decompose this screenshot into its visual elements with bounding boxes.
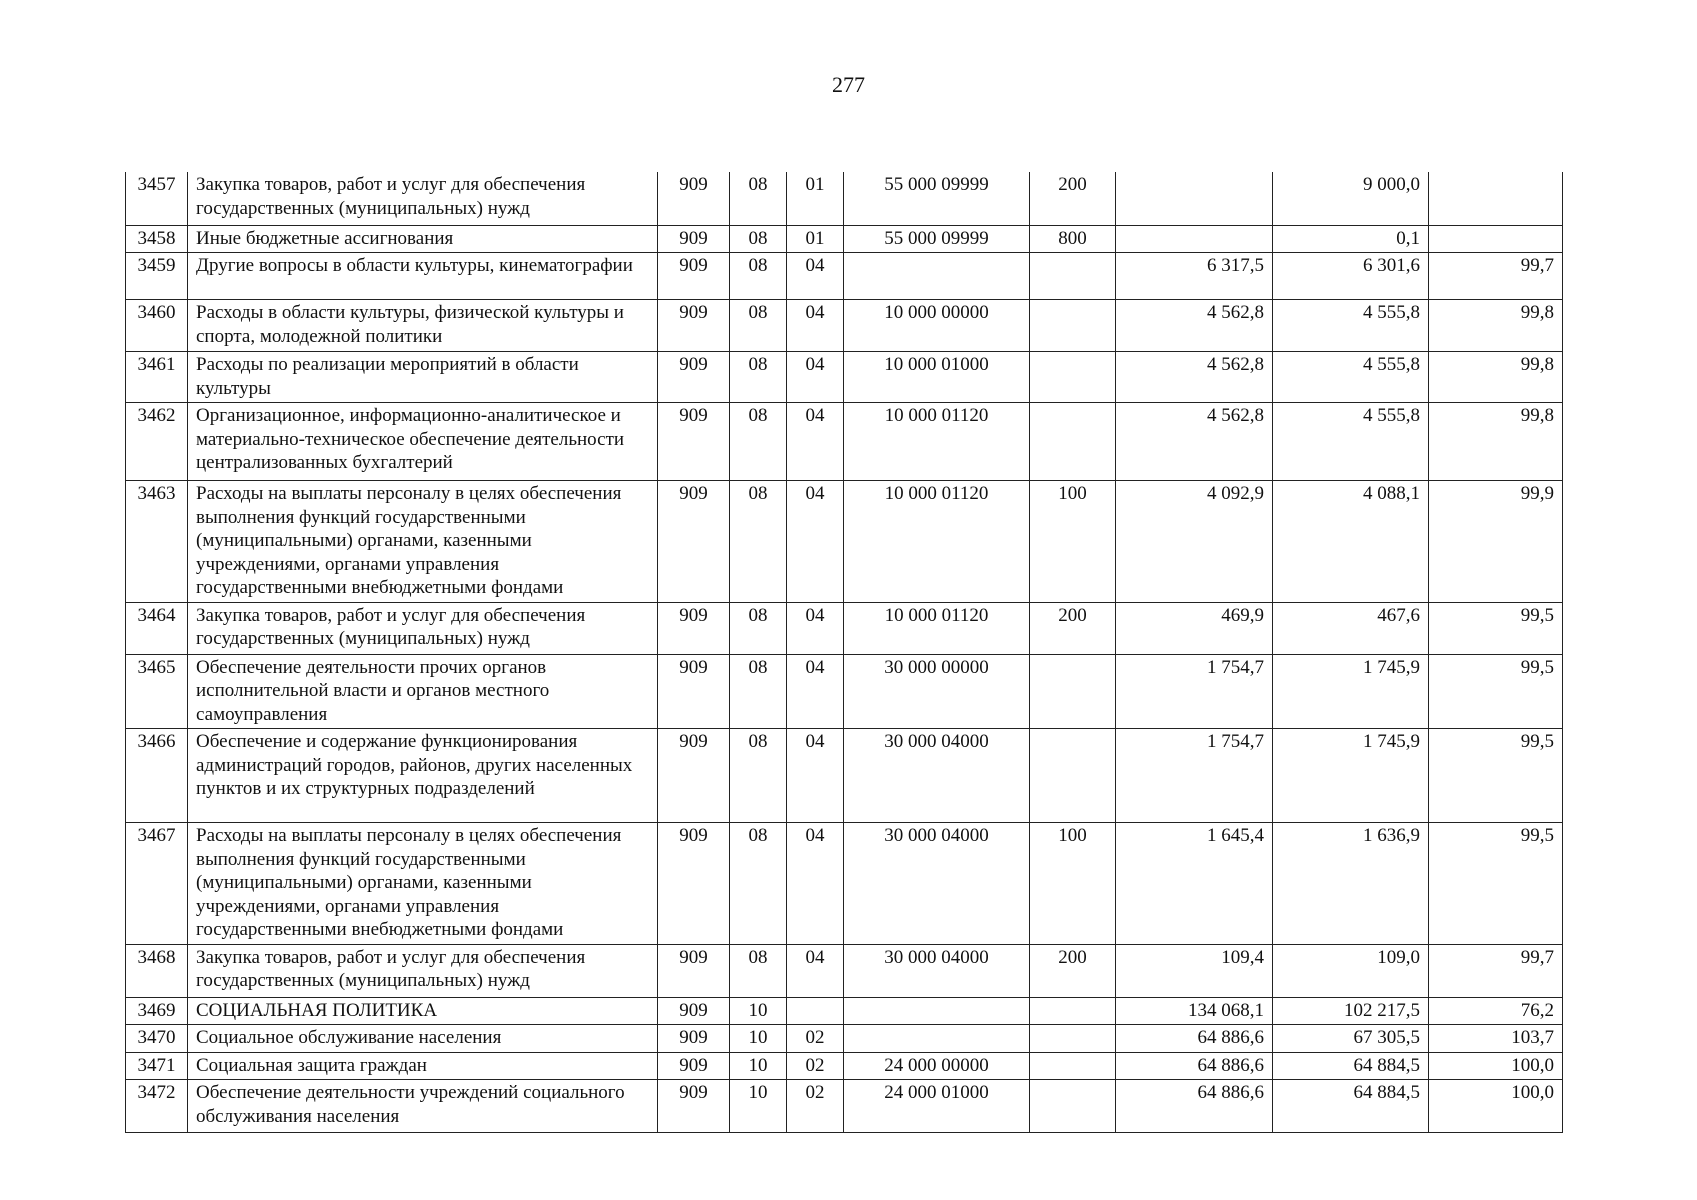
cell-expense-type bbox=[1030, 729, 1116, 823]
row-number: 3457 bbox=[126, 172, 188, 225]
expense-name: Обеспечение деятельности прочих органов исполнительной власти и органов местного самоуправления bbox=[188, 654, 658, 729]
cell-grbs: 909 bbox=[658, 729, 730, 823]
cell-expense-type bbox=[1030, 300, 1116, 352]
cell-section: 08 bbox=[730, 823, 787, 945]
cell-execution-percent: 99,7 bbox=[1429, 253, 1563, 300]
cell-executed-amount: 9 000,0 bbox=[1273, 172, 1429, 225]
cell-execution-percent: 99,5 bbox=[1429, 654, 1563, 729]
table-row bbox=[126, 823, 1563, 945]
cell-executed-amount: 1 636,9 bbox=[1273, 823, 1429, 945]
cell-execution-percent: 99,5 bbox=[1429, 823, 1563, 945]
row-number: 3467 bbox=[126, 823, 188, 945]
row-number: 3466 bbox=[126, 729, 188, 823]
row-number: 3461 bbox=[126, 352, 188, 403]
cell-executed-amount: 1 745,9 bbox=[1273, 654, 1429, 729]
cell-target-article: 10 000 01000 bbox=[844, 352, 1030, 403]
cell-planned-amount: 469,9 bbox=[1116, 602, 1273, 654]
cell-planned-amount: 4 562,8 bbox=[1116, 300, 1273, 352]
cell-grbs: 909 bbox=[658, 1080, 730, 1133]
cell-grbs: 909 bbox=[658, 481, 730, 603]
cell-target-article: 24 000 01000 bbox=[844, 1080, 1030, 1133]
cell-execution-percent: 99,8 bbox=[1429, 352, 1563, 403]
cell-planned-amount: 4 562,8 bbox=[1116, 403, 1273, 481]
cell-executed-amount: 102 217,5 bbox=[1273, 997, 1429, 1025]
cell-section: 08 bbox=[730, 602, 787, 654]
cell-grbs: 909 bbox=[658, 300, 730, 352]
row-number: 3459 bbox=[126, 253, 188, 300]
expense-name: Социальное обслуживание населения bbox=[188, 1025, 658, 1053]
cell-section: 10 bbox=[730, 997, 787, 1025]
row-number: 3462 bbox=[126, 403, 188, 481]
cell-subsection: 04 bbox=[787, 823, 844, 945]
cell-expense-type bbox=[1030, 1025, 1116, 1053]
cell-grbs: 909 bbox=[658, 1052, 730, 1080]
cell-target-article: 30 000 04000 bbox=[844, 944, 1030, 997]
cell-section: 08 bbox=[730, 225, 787, 253]
table-row bbox=[126, 729, 1563, 823]
expense-name: Расходы по реализации мероприятий в области культуры bbox=[188, 352, 658, 403]
cell-executed-amount: 4 555,8 bbox=[1273, 300, 1429, 352]
cell-section: 08 bbox=[730, 403, 787, 481]
expense-name: Расходы на выплаты персоналу в целях обеспечения выполнения функций государственными (муниципальными) органами, казенными учреждениями, органами управления государственными внебюджетными фондами bbox=[188, 823, 658, 945]
row-number: 3472 bbox=[126, 1080, 188, 1133]
cell-subsection: 04 bbox=[787, 654, 844, 729]
cell-grbs: 909 bbox=[658, 403, 730, 481]
cell-section: 08 bbox=[730, 654, 787, 729]
cell-expense-type: 200 bbox=[1030, 944, 1116, 997]
cell-expense-type bbox=[1030, 1080, 1116, 1133]
cell-target-article: 10 000 01120 bbox=[844, 403, 1030, 481]
table-row bbox=[126, 944, 1563, 997]
row-number: 3460 bbox=[126, 300, 188, 352]
cell-grbs: 909 bbox=[658, 997, 730, 1025]
cell-target-article bbox=[844, 1025, 1030, 1053]
cell-target-article: 30 000 04000 bbox=[844, 823, 1030, 945]
expense-name: Обеспечение деятельности учреждений социального обслуживания населения bbox=[188, 1080, 658, 1133]
cell-grbs: 909 bbox=[658, 253, 730, 300]
cell-grbs: 909 bbox=[658, 1025, 730, 1053]
cell-execution-percent bbox=[1429, 225, 1563, 253]
expense-name: Другие вопросы в области культуры, кинематографии bbox=[188, 253, 658, 300]
cell-section: 08 bbox=[730, 481, 787, 603]
cell-expense-type: 200 bbox=[1030, 172, 1116, 225]
cell-subsection: 04 bbox=[787, 729, 844, 823]
row-number: 3469 bbox=[126, 997, 188, 1025]
cell-target-article: 30 000 04000 bbox=[844, 729, 1030, 823]
cell-planned-amount: 1 645,4 bbox=[1116, 823, 1273, 945]
cell-section: 08 bbox=[730, 352, 787, 403]
cell-subsection: 04 bbox=[787, 352, 844, 403]
row-number: 3465 bbox=[126, 654, 188, 729]
cell-subsection: 04 bbox=[787, 602, 844, 654]
cell-execution-percent: 99,5 bbox=[1429, 729, 1563, 823]
cell-planned-amount: 1 754,7 bbox=[1116, 729, 1273, 823]
expense-name: Закупка товаров, работ и услуг для обеспечения государственных (муниципальных) нужд bbox=[188, 172, 658, 225]
cell-expense-type: 100 bbox=[1030, 481, 1116, 603]
page-number: 277 bbox=[832, 72, 865, 97]
cell-target-article: 10 000 01120 bbox=[844, 481, 1030, 603]
cell-expense-type bbox=[1030, 253, 1116, 300]
cell-target-article: 10 000 00000 bbox=[844, 300, 1030, 352]
cell-execution-percent: 99,5 bbox=[1429, 602, 1563, 654]
cell-grbs: 909 bbox=[658, 654, 730, 729]
cell-executed-amount: 109,0 bbox=[1273, 944, 1429, 997]
cell-planned-amount: 1 754,7 bbox=[1116, 654, 1273, 729]
cell-execution-percent: 99,8 bbox=[1429, 403, 1563, 481]
cell-subsection: 04 bbox=[787, 300, 844, 352]
budget-table bbox=[125, 172, 1563, 1133]
cell-executed-amount: 1 745,9 bbox=[1273, 729, 1429, 823]
table-row bbox=[126, 1052, 1563, 1080]
cell-grbs: 909 bbox=[658, 225, 730, 253]
row-number: 3464 bbox=[126, 602, 188, 654]
cell-subsection: 04 bbox=[787, 481, 844, 603]
cell-target-article: 55 000 09999 bbox=[844, 225, 1030, 253]
table-row bbox=[126, 225, 1563, 253]
cell-subsection: 04 bbox=[787, 253, 844, 300]
table-row bbox=[126, 1025, 1563, 1053]
cell-executed-amount: 467,6 bbox=[1273, 602, 1429, 654]
table-row bbox=[126, 654, 1563, 729]
cell-section: 08 bbox=[730, 944, 787, 997]
cell-subsection bbox=[787, 997, 844, 1025]
expense-name: СОЦИАЛЬНАЯ ПОЛИТИКА bbox=[188, 997, 658, 1025]
cell-subsection: 04 bbox=[787, 403, 844, 481]
cell-executed-amount: 4 555,8 bbox=[1273, 403, 1429, 481]
table-row bbox=[126, 253, 1563, 300]
table-row bbox=[126, 403, 1563, 481]
cell-grbs: 909 bbox=[658, 944, 730, 997]
cell-target-article: 24 000 00000 bbox=[844, 1052, 1030, 1080]
cell-expense-type bbox=[1030, 997, 1116, 1025]
cell-section: 10 bbox=[730, 1080, 787, 1133]
cell-planned-amount: 109,4 bbox=[1116, 944, 1273, 997]
cell-planned-amount bbox=[1116, 225, 1273, 253]
cell-execution-percent: 99,9 bbox=[1429, 481, 1563, 603]
cell-executed-amount: 6 301,6 bbox=[1273, 253, 1429, 300]
cell-expense-type: 800 bbox=[1030, 225, 1116, 253]
cell-execution-percent: 76,2 bbox=[1429, 997, 1563, 1025]
cell-planned-amount bbox=[1116, 172, 1273, 225]
table-row bbox=[126, 481, 1563, 603]
cell-expense-type bbox=[1030, 654, 1116, 729]
cell-target-article: 55 000 09999 bbox=[844, 172, 1030, 225]
row-number: 3470 bbox=[126, 1025, 188, 1053]
cell-grbs: 909 bbox=[658, 172, 730, 225]
cell-expense-type bbox=[1030, 352, 1116, 403]
cell-expense-type bbox=[1030, 403, 1116, 481]
expense-name: Иные бюджетные ассигнования bbox=[188, 225, 658, 253]
cell-grbs: 909 bbox=[658, 352, 730, 403]
cell-planned-amount: 134 068,1 bbox=[1116, 997, 1273, 1025]
expense-name: Расходы на выплаты персоналу в целях обеспечения выполнения функций государственными (муниципальными) органами, казенными учреждениями, органами управления государственными внебюджетными фондами bbox=[188, 481, 658, 603]
cell-planned-amount: 64 886,6 bbox=[1116, 1025, 1273, 1053]
row-number: 3468 bbox=[126, 944, 188, 997]
expense-name: Закупка товаров, работ и услуг для обеспечения государственных (муниципальных) нужд bbox=[188, 602, 658, 654]
expense-name: Расходы в области культуры, физической культуры и спорта, молодежной политики bbox=[188, 300, 658, 352]
cell-execution-percent: 99,7 bbox=[1429, 944, 1563, 997]
cell-section: 10 bbox=[730, 1052, 787, 1080]
cell-section: 08 bbox=[730, 253, 787, 300]
cell-section: 10 bbox=[730, 1025, 787, 1053]
cell-execution-percent: 103,7 bbox=[1429, 1025, 1563, 1053]
cell-subsection: 02 bbox=[787, 1025, 844, 1053]
cell-planned-amount: 4 092,9 bbox=[1116, 481, 1273, 603]
cell-expense-type: 100 bbox=[1030, 823, 1116, 945]
cell-section: 08 bbox=[730, 300, 787, 352]
cell-section: 08 bbox=[730, 729, 787, 823]
cell-expense-type bbox=[1030, 1052, 1116, 1080]
cell-expense-type: 200 bbox=[1030, 602, 1116, 654]
table-row bbox=[126, 300, 1563, 352]
expense-name: Социальная защита граждан bbox=[188, 1052, 658, 1080]
cell-planned-amount: 64 886,6 bbox=[1116, 1080, 1273, 1133]
cell-target-article: 30 000 00000 bbox=[844, 654, 1030, 729]
cell-target-article bbox=[844, 997, 1030, 1025]
cell-grbs: 909 bbox=[658, 602, 730, 654]
cell-target-article bbox=[844, 253, 1030, 300]
cell-execution-percent bbox=[1429, 172, 1563, 225]
expense-name: Организационное, информационно-аналитическое и материально-техническое обеспечение деятельности централизованных бухгалтерий bbox=[188, 403, 658, 481]
row-number: 3463 bbox=[126, 481, 188, 603]
cell-planned-amount: 6 317,5 bbox=[1116, 253, 1273, 300]
cell-planned-amount: 64 886,6 bbox=[1116, 1052, 1273, 1080]
cell-execution-percent: 100,0 bbox=[1429, 1080, 1563, 1133]
table-row bbox=[126, 1080, 1563, 1133]
cell-subsection: 02 bbox=[787, 1080, 844, 1133]
cell-grbs: 909 bbox=[658, 823, 730, 945]
row-number: 3471 bbox=[126, 1052, 188, 1080]
cell-executed-amount: 64 884,5 bbox=[1273, 1080, 1429, 1133]
cell-subsection: 01 bbox=[787, 225, 844, 253]
row-number: 3458 bbox=[126, 225, 188, 253]
cell-execution-percent: 99,8 bbox=[1429, 300, 1563, 352]
table-row bbox=[126, 997, 1563, 1025]
expense-name: Закупка товаров, работ и услуг для обеспечения государственных (муниципальных) нужд bbox=[188, 944, 658, 997]
cell-executed-amount: 0,1 bbox=[1273, 225, 1429, 253]
cell-executed-amount: 64 884,5 bbox=[1273, 1052, 1429, 1080]
cell-executed-amount: 67 305,5 bbox=[1273, 1025, 1429, 1053]
cell-subsection: 04 bbox=[787, 944, 844, 997]
table-row bbox=[126, 172, 1563, 225]
cell-executed-amount: 4 555,8 bbox=[1273, 352, 1429, 403]
cell-planned-amount: 4 562,8 bbox=[1116, 352, 1273, 403]
cell-executed-amount: 4 088,1 bbox=[1273, 481, 1429, 603]
expense-name: Обеспечение и содержание функционирования администраций городов, районов, других населенных пунктов и их структурных подразделений bbox=[188, 729, 658, 823]
cell-target-article: 10 000 01120 bbox=[844, 602, 1030, 654]
cell-subsection: 01 bbox=[787, 172, 844, 225]
table-row bbox=[126, 352, 1563, 403]
cell-execution-percent: 100,0 bbox=[1429, 1052, 1563, 1080]
table-row bbox=[126, 602, 1563, 654]
cell-subsection: 02 bbox=[787, 1052, 844, 1080]
cell-section: 08 bbox=[730, 172, 787, 225]
